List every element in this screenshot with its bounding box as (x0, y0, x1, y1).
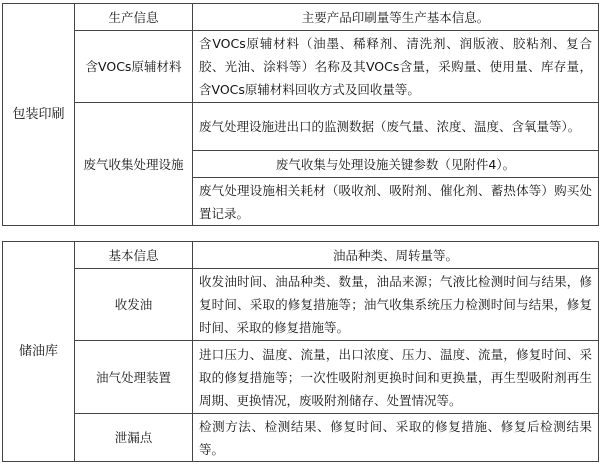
table-row (3, 341, 599, 414)
content-cell: 废气处理设施进出口的监测数据（废气量、浓度、温度、含氧量等）。 (193, 103, 599, 151)
category-cell: 储油库 (3, 242, 75, 462)
item-cell: 废气收集处理设施 (75, 103, 193, 226)
content-cell: 进口压力、温度、流量，出口浓度、压力、温度、流量，修复时间、采取的修复措施等；一次性吸附剂更换时间和更换量，再生型吸附剂再生周期、更换情况，废吸附剂储存、处置情况等。 (193, 341, 599, 414)
table-row (3, 103, 599, 151)
table-row (3, 31, 599, 103)
oil-storage-table (2, 241, 599, 462)
item-cell: 油气处理装置 (75, 341, 193, 414)
content-cell: 检测方法、检测结果、修复时间、采取的修复措施、修复后检测结果等。 (193, 414, 599, 462)
item-cell: 收发油 (75, 269, 193, 341)
item-cell: 生产信息 (75, 4, 193, 31)
table-row (3, 414, 599, 462)
table-row (3, 269, 599, 341)
packaging-printing-table (2, 3, 599, 226)
item-cell: 基本信息 (75, 242, 193, 269)
content-cell: 油品种类、周转量等。 (193, 242, 599, 269)
item-cell: 含VOCs原辅材料 (75, 31, 193, 103)
table-row (3, 242, 599, 269)
category-cell: 包装印刷 (3, 4, 75, 226)
content-cell: 废气收集与处理设施关键参数（见附件4）。 (193, 151, 599, 178)
content-cell: 收发油时间、油品种类、数量，油品来源；气液比检测时间与结果，修复时间、采取的修复措施等；油气收集系统压力检测时间与结果，修复时间、采取的修复措施等。 (193, 269, 599, 341)
content-cell: 废气处理设施相关耗材（吸收剂、吸附剂、催化剂、蓄热体等）购买处置记录。 (193, 178, 599, 226)
content-cell: 含VOCs原辅材料（油墨、稀释剂、清洗剂、润版液、胶粘剂、复合胶、光油、涂料等）名称及其VOCs含量，采购量、使用量、库存量，含VOCs原辅材料回收方式及回收量等。 (193, 31, 599, 103)
item-cell: 泄漏点 (75, 414, 193, 462)
content-cell: 主要产品印刷量等生产基本信息。 (193, 4, 599, 31)
table-row (3, 4, 599, 31)
